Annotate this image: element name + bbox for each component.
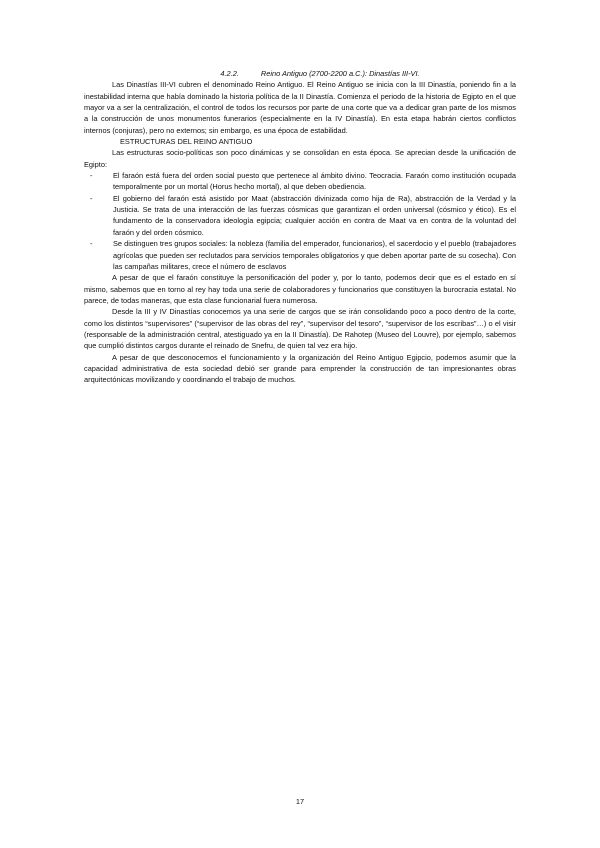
list-marker: - — [90, 239, 93, 249]
document-body — [84, 68, 516, 386]
subheading: ESTRUCTURAS DEL REINO ANTIGUO — [120, 137, 253, 147]
bullet-list — [84, 170, 516, 272]
paragraph-pharaoh: A pesar de que el faraón constituye la personificación del poder y, por lo tanto, podemos decir que es el estado en sí mismo, sabemos que en torno al rey hay toda una serie de colaboradores y funcionarios que constituyen la burocracia estatal. No parece, de todas maneras, que esta clase funcionarial fuera numerosa. — [84, 273, 516, 305]
paragraph-dynasties: Desde la III y IV Dinastías conocemos ya una serie de cargos que se irán consolidando poco a poco dentro de la corte, como los distintos “supervisores” (“supervisor de las obras del rey”, “supervisor del tesoro”, “supervisor de los escribas”…) o el visir (responsable de la administración central, atestiguado ya en la II Dinastía). De Rahotep (Museo del Louvre), por ejemplo, sabemos que cumplió distintos cargos durante el reinado de Snefru, de quien tal vez era hijo. — [84, 307, 516, 351]
list-item-text: Se distinguen tres grupos sociales: la nobleza (familia del emperador, funcionarios), el sacerdocio y el pueblo (trabajadores agrícolas que pueden ser reclutados para servicios temporales obligatorios y que deben aportar parte de su cosecha). Con las campañas militares, crece el número de esclavos — [113, 239, 517, 271]
paragraph-structures: Las estructuras socio-políticas son poco dinámicas y se consolidan en esta época. Se aprecian desde la unificación de Egipto: — [84, 148, 516, 169]
list-marker: - — [90, 193, 93, 203]
list-item — [84, 170, 516, 193]
list-marker: - — [90, 171, 93, 181]
paragraph-conclusion: A pesar de que desconocemos el funcionamiento y la organización del Reino Antiguo Egipcio, podemos asumir que la capacidad administrativa de esta sociedad debió ser grande para emprender la construcción de tan impresionantes obras arquitectónicas movilizando y coordinando el trabajo de muchos. — [84, 352, 516, 385]
list-item — [84, 193, 516, 238]
list-item — [84, 238, 516, 272]
list-item-text: El faraón está fuera del orden social puesto que pertenece al ámbito divino. Teocracia. Faraón como institución ocupada temporalmente por un mortal (Horus hecho mortal), al que deben obediencia. — [113, 171, 516, 192]
section-number: 4.2.2. — [220, 69, 239, 78]
paragraph-intro: Las Dinastías III-VI cubren el denominado Reino Antiguo. El Reino Antiguo se inicia con la III Dinastía, poniendo fin a la inestabilidad interna que había dominado la historia política de la II Dinastía. Comienza el periodo de la historia de Egipto en el que mayor va a ser la centralización, el control de todos los recursos por parte de una corte que va a dedicar gran parte de los mismos a la construcción de unos monumentos funerarios (especialmente en la IV Dinastía). En esta etapa habrán ciertos conflictos internos (conjuras), pero no externos; sin embargo, es una época de estabilidad. — [84, 80, 516, 135]
section-title: Reino Antiguo (2700-2200 a.C.): Dinastías III-VI. — [260, 69, 420, 78]
list-item-text: El gobierno del faraón está asistido por Maat (abstracción divinizada como hija de Ra), abstracción de la Verdad y la Justicia. Se trata de una interacción de las fuerzas cósmicas que garantizan el orden universal (cósmico y ético). Es el fundamento de la conservadora ideología egipcia; cualquier acción en contra de Maat va en contra de la voluntad del faraón y del orden cósmico. — [113, 193, 516, 237]
page-number: 17 — [295, 797, 305, 806]
section-heading — [84, 68, 516, 79]
